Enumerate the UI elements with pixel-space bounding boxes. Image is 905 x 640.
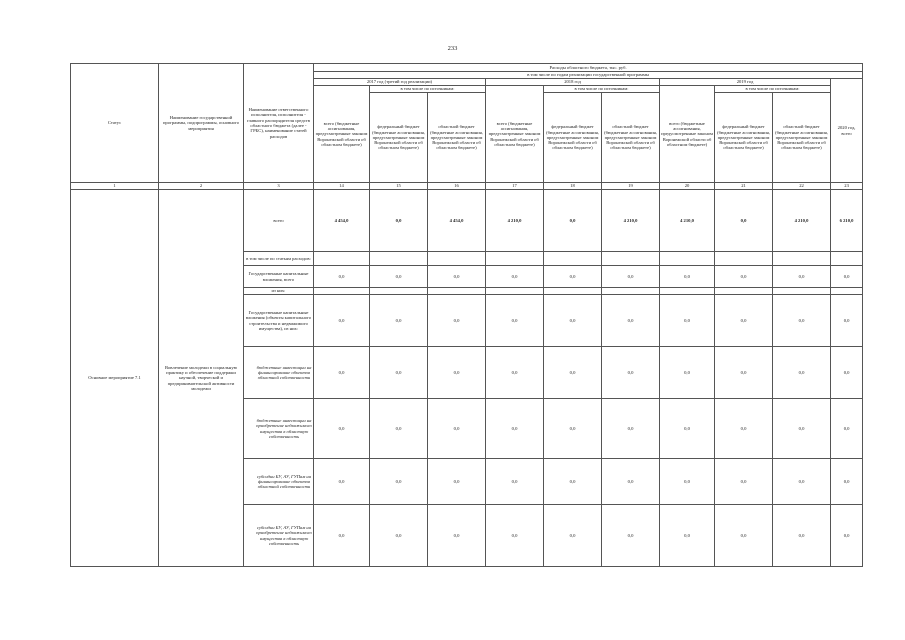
value-cell: 0,0: [602, 459, 660, 505]
value-cell: 0,0: [544, 505, 602, 567]
header-2017-regional: областной бюджет (бюджетные ассигнования, предусмотренные законом Воронежской области об областном бюджете): [428, 93, 486, 183]
value-cell: 0,0: [660, 459, 715, 505]
page-number: 233: [447, 45, 458, 52]
header-2018-federal: федеральный бюджет (бюджетные ассигнования, предусмотренные законом Воронежской области об областном бюджете): [544, 93, 602, 183]
value-cell: [544, 288, 602, 295]
value-cell: 0,0: [773, 266, 831, 288]
header-year-2017: 2017 год (третий год реализации): [314, 79, 486, 86]
value-cell: 4 454,0: [314, 190, 370, 252]
value-cell: [486, 252, 544, 266]
value-cell: [370, 288, 428, 295]
index-cell: 18: [544, 183, 602, 190]
value-cell: 0,0: [831, 505, 863, 567]
value-cell: 0,0: [486, 347, 544, 399]
header-year-2019: 2019 год: [660, 79, 831, 86]
value-cell: 0,0: [773, 459, 831, 505]
header-2019-sources: в том числе по источникам:: [715, 86, 831, 93]
value-cell: 0,0: [370, 505, 428, 567]
value-cell: 0,0: [715, 266, 773, 288]
value-cell: 4 210,0: [660, 190, 715, 252]
value-cell: 0,0: [715, 190, 773, 252]
value-cell: 0,0: [831, 347, 863, 399]
row-label: Государственные капитальные вложения, всего: [244, 266, 314, 288]
index-cell: 20: [660, 183, 715, 190]
header-executor: Наименование ответственного исполнителя, исполнителя - главного распорядителя средств областного бюджета (далее - ГРБС), наименование статей расходов: [244, 64, 314, 183]
value-cell: [486, 288, 544, 295]
value-cell: 0,0: [428, 459, 486, 505]
index-row: [71, 183, 863, 190]
header-2017-sources: в том числе по источникам:: [370, 86, 486, 93]
value-cell: [544, 252, 602, 266]
value-cell: 0,0: [660, 295, 715, 347]
value-cell: [660, 252, 715, 266]
index-cell: 15: [370, 183, 428, 190]
value-cell: 0,0: [660, 266, 715, 288]
value-cell: [314, 288, 370, 295]
value-cell: [773, 252, 831, 266]
row-label: бюджетные инвестиции на приобретение недвижимого имущества в областную собственность: [244, 399, 314, 459]
value-cell: 0,0: [370, 347, 428, 399]
index-cell: 22: [773, 183, 831, 190]
header-year-2018: 2018 год: [486, 79, 660, 86]
index-cell: 19: [602, 183, 660, 190]
value-cell: 0,0: [486, 266, 544, 288]
value-cell: 0,0: [602, 266, 660, 288]
header-2019-total: всего (бюджетные ассигнования, предусмотренные законом Воронежской области об областном бюджете): [660, 86, 715, 183]
value-cell: 0,0: [428, 266, 486, 288]
header-program-name: Наименование государственной программы, подпрограммы, основного мероприятия: [159, 64, 244, 183]
value-cell: 0,0: [831, 295, 863, 347]
value-cell: 0,0: [602, 347, 660, 399]
value-cell: 0,0: [314, 295, 370, 347]
value-cell: 0,0: [314, 347, 370, 399]
value-cell: 0,0: [428, 505, 486, 567]
header-by-years: в том числе по годам реализации государственной программы: [314, 72, 863, 79]
header-2017-total: всего (бюджетные ассигнования, предусмотренные законом Воронежской области об областном бюджете): [314, 86, 370, 183]
main-status: Основное мероприятие 7.1: [71, 190, 159, 567]
value-cell: [314, 252, 370, 266]
value-cell: 0,0: [314, 459, 370, 505]
value-cell: 0,0: [715, 459, 773, 505]
value-cell: [602, 252, 660, 266]
value-cell: [370, 252, 428, 266]
budget-table: [70, 63, 863, 567]
table-row: [71, 190, 863, 252]
value-cell: 0,0: [773, 347, 831, 399]
index-cell: 17: [486, 183, 544, 190]
index-cell: 2: [159, 183, 244, 190]
row-label: субсидии БУ, АУ, ГУПам на приобретение недвижимого имущества в областную собственность: [244, 505, 314, 567]
value-cell: 6 210,0: [831, 190, 863, 252]
row-label: из них:: [244, 288, 314, 295]
value-cell: 4 210,0: [773, 190, 831, 252]
value-cell: 0,0: [831, 459, 863, 505]
value-cell: 0,0: [428, 347, 486, 399]
value-cell: [428, 252, 486, 266]
value-cell: 0,0: [660, 505, 715, 567]
value-cell: 0,0: [715, 505, 773, 567]
value-cell: 0,0: [370, 295, 428, 347]
value-cell: 0,0: [370, 459, 428, 505]
value-cell: 0,0: [831, 399, 863, 459]
value-cell: 0,0: [773, 399, 831, 459]
header-2018-regional: областной бюджет (бюджетные ассигнования, предусмотренные законом Воронежской области об областном бюджете): [602, 93, 660, 183]
header-2018-total: всего (бюджетные ассигнования, предусмотренные законом Воронежской области об областном бюджете): [486, 86, 544, 183]
header-2017-federal: федеральный бюджет (бюджетные ассигнования, предусмотренные законом Воронежской области об областном бюджете): [370, 93, 428, 183]
value-cell: [831, 252, 863, 266]
value-cell: 0,0: [831, 266, 863, 288]
value-cell: [428, 288, 486, 295]
value-cell: 4 454,0: [428, 190, 486, 252]
value-cell: 0,0: [314, 266, 370, 288]
value-cell: 0,0: [544, 347, 602, 399]
row-label: в том числе по статьям расходов:: [244, 252, 314, 266]
row-label: бюджетные инвестиции на финансирование объектов областной собственности: [244, 347, 314, 399]
value-cell: 0,0: [314, 505, 370, 567]
header-2018-sources: в том числе по источникам:: [544, 86, 660, 93]
value-cell: 0,0: [602, 399, 660, 459]
value-cell: [715, 288, 773, 295]
row-label: Государственные капитальные вложения (объекты капитального строительства и недвижимого имущества), из них:: [244, 295, 314, 347]
value-cell: 0,0: [715, 295, 773, 347]
value-cell: [660, 288, 715, 295]
row-label: всего: [244, 190, 314, 252]
value-cell: 0,0: [486, 295, 544, 347]
value-cell: 0,0: [773, 295, 831, 347]
index-cell: 21: [715, 183, 773, 190]
value-cell: [602, 288, 660, 295]
value-cell: 0,0: [486, 459, 544, 505]
value-cell: 0,0: [602, 295, 660, 347]
header-expenses: Расходы областного бюджета, тыс. руб.: [314, 64, 863, 72]
value-cell: 0,0: [715, 347, 773, 399]
value-cell: 0,0: [544, 190, 602, 252]
header-2019-regional: областной бюджет (бюджетные ассигнования, предусмотренные законом Воронежской области об областном бюджете): [773, 93, 831, 183]
value-cell: 0,0: [428, 295, 486, 347]
value-cell: 0,0: [428, 399, 486, 459]
value-cell: [715, 252, 773, 266]
main-name: Вовлечение молодежи в социальную практику и обеспечение поддержки научной, творческой и предпринимательской активности молодежи: [159, 190, 244, 567]
value-cell: 0,0: [314, 399, 370, 459]
value-cell: 0,0: [544, 459, 602, 505]
value-cell: 0,0: [602, 505, 660, 567]
row-label: субсидии БУ, АУ, ГУПам на финансирование объектов областной собственности: [244, 459, 314, 505]
index-cell: 1: [71, 183, 159, 190]
value-cell: 0,0: [370, 399, 428, 459]
index-cell: 16: [428, 183, 486, 190]
value-cell: 0,0: [486, 399, 544, 459]
value-cell: 0,0: [660, 347, 715, 399]
value-cell: 0,0: [370, 266, 428, 288]
header-2020-total: 2020 год, всего: [831, 79, 863, 183]
index-cell: 23: [831, 183, 863, 190]
value-cell: 0,0: [544, 266, 602, 288]
value-cell: [831, 288, 863, 295]
value-cell: 0,0: [370, 190, 428, 252]
value-cell: [773, 288, 831, 295]
value-cell: 0,0: [773, 505, 831, 567]
value-cell: 0,0: [660, 399, 715, 459]
header-status: Статус: [71, 64, 159, 183]
value-cell: 0,0: [486, 505, 544, 567]
value-cell: 0,0: [715, 399, 773, 459]
value-cell: 0,0: [544, 295, 602, 347]
index-cell: 3: [244, 183, 314, 190]
value-cell: 4 210,0: [602, 190, 660, 252]
value-cell: 0,0: [544, 399, 602, 459]
index-cell: 14: [314, 183, 370, 190]
value-cell: 4 210,0: [486, 190, 544, 252]
header-2019-federal: федеральный бюджет (бюджетные ассигнования, предусмотренные законом Воронежской области об областном бюджете): [715, 93, 773, 183]
